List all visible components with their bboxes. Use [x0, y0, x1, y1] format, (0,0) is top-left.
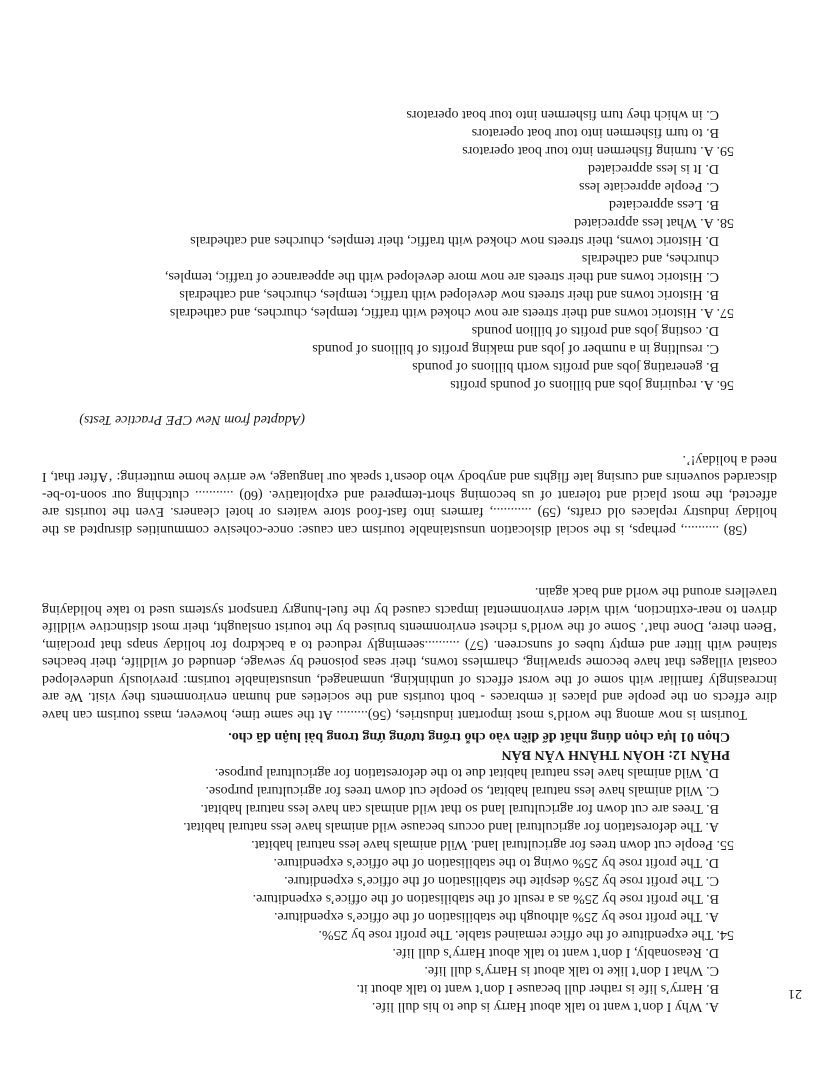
- bottom-line-2: C. resulting in a number of jobs and making profits of billions of pounds: [312, 341, 719, 356]
- top-line-9: 55. People cut down trees for agricultural land. Wild animals have less natural habitat.: [251, 837, 734, 852]
- bottom-line-4: 57. A. Historic towns and their streets are now choked with traffic, temples, churches, and cathedrals: [169, 305, 734, 320]
- top-line-11: B. Trees are cut down for agricultural land so that wild animals can have less natural habitat.: [200, 801, 719, 816]
- bottom-line-11: C. People appreciate less: [579, 179, 719, 194]
- bottom-line-12: D. It is less appreciated: [587, 161, 719, 176]
- top-line-6: B. The profit rose by 25% as a result of the stabilisation of the office’s expenditure.: [252, 891, 719, 906]
- top-line-3: D. Reasonably, I don’t want to talk about Harry’s dull life.: [392, 945, 719, 960]
- top-line-14: PHẦN 12: HOÀN THÀNH VĂN BẢN: [501, 747, 730, 762]
- bottom-line-14: B. to turn fishermen into tour boat operators: [471, 125, 719, 140]
- bottom-line-8: D. Historic towns, their streets now choked with traffic, their temples, churches and cathedrals: [190, 233, 719, 248]
- top-line-1: B. Harry’s life is rather dull because I don’t want to talk about it.: [356, 981, 719, 996]
- passage-paragraph-1: Tourism is now among the world’s most important industries, (56)......... At the same time, however, mass tourism can have dire effects on the people and places it embraces - both tourists and the societies and human environments they visit. We are increasingly familiar with some of the worst effects of unthinking, unmanaged, unsustainable tourism: previously undeveloped coastal villages that have become sprawling, charmless towns, their seas poisoned by sewage, denuded of wildlife, their beaches stained with litter and empty tubes of sunscreen. (57) ..........seemingly reduced to a backdrop for holiday snaps that proclaim, ‘Been there, Done that’. Some of the world’s richest environments bruised by the tourist onslaught, their most distinctive wildlife driven to near-extinction, with wider environmental impacts caused by the fuel-hungry transport systems used to take holidaying travellers around the world and back again.: [42, 584, 777, 722]
- bottom-line-5: B. Historic towns and their streets now developed with traffic, temples, churches, and cathedrals: [179, 287, 719, 302]
- bottom-line-9: 58. A. What less appreciated: [574, 215, 734, 230]
- passage-paragraph-2: (58) .........., perhaps, is the social dislocation unsustainable tourism can cause: once-cohesive communities disrupted as the holiday industry replaces old crafts, (59) ..........., farmers into fast-food store waiters or hotel cleaners. Even the tourists are affected, the most placid and tolerant of us becoming short-tempered and exploitative. (60) ........... clutching our soon-to-be-discarded souvenirs and cursing late flights and anybody who doesn’t speak our language, we arrive home muttering: ‘After that, I need a holiday!’.: [42, 452, 777, 537]
- bottom-line-6: C. Historic towns and their streets are now more developed with the appearance of traffic, temples,: [164, 269, 719, 284]
- top-line-4: 54. The expenditure of the office remained stable. The profit rose by 25%.: [318, 927, 734, 942]
- bottom-line-0: 56. A. requiring jobs and billions of pounds profits: [450, 377, 734, 392]
- top-line-8: D. The profit rose by 25% owing to the stabilisation of the office’s expenditure.: [273, 855, 719, 870]
- top-line-10: A. The deforestation for agricultural land occurs because wild animals have less natural habitat.: [183, 819, 719, 834]
- top-line-2: C. What I don’t like to talk about is Harry’s dull life.: [424, 963, 719, 978]
- top-line-7: C. The profit rose by 25% despite the stabilisation of the office’s expenditure.: [284, 873, 719, 888]
- bottom-line-10: B. Less appreciated: [608, 197, 719, 212]
- bottom-line-1: B. generating jobs and profits worth billions of pounds: [412, 359, 719, 374]
- top-line-0: A. Why I don’t want to talk about Harry is due to his dull life.: [371, 999, 719, 1014]
- passage-source: (Adapted from New CPE Practice Tests): [79, 412, 305, 427]
- bottom-line-7: churches, and cathedrals: [581, 251, 719, 266]
- top-line-5: A. The profit rose by 25% although the stabilisation of the office’s expenditure.: [273, 909, 719, 924]
- bottom-line-15: C. in which they turn fishermen into tour boat operators: [406, 107, 719, 122]
- page-number: 21: [788, 986, 802, 1001]
- bottom-line-3: D. costing jobs and profits of billion pounds: [471, 323, 719, 338]
- bottom-line-13: 59. A. turning fishermen into tour boat operators: [462, 143, 734, 158]
- top-line-12: C. Wild animals have less natural habitat, so people cut down trees for agricultural purpose.: [205, 783, 719, 798]
- top-line-15: Chọn 01 lựa chọn đúng nhất để điền vào chỗ trống tương ứng trong bài luận đã cho.: [228, 729, 730, 744]
- top-line-13: D. Wild animals have less natural habitat due to the deforestation for agricultural purpose.: [214, 765, 719, 780]
